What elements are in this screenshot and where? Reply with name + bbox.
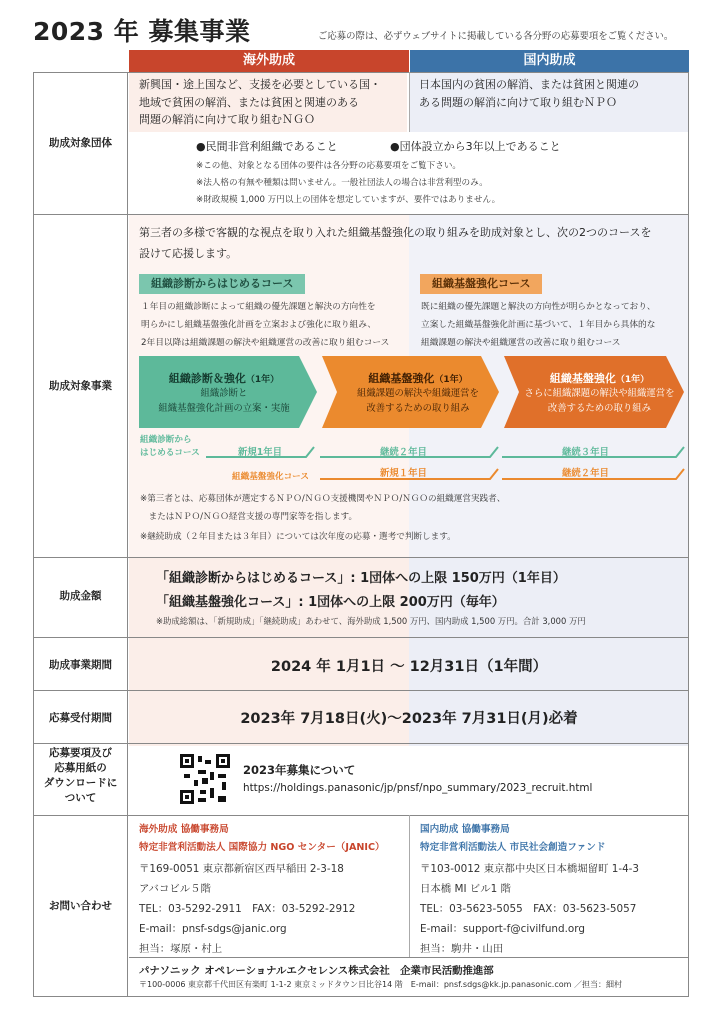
label-download: 応募要項及び 応募用紙の ダウンロードに ついて bbox=[43, 747, 118, 804]
page-title: 2023 年 募集事業 bbox=[33, 17, 251, 46]
overseas-office-details: 〒169-0051 東京都新宿区西早稲田 2-3-18 アバコビル５階 TEL：03-5292-2911 FAX：03-5292-2912 E-mail：pnsf-sdgs@janic.org 担当：塚原・村上 bbox=[139, 863, 356, 955]
label-contact: お問い合わせ bbox=[49, 900, 112, 912]
label-target: 助成対象団体 bbox=[49, 137, 112, 149]
label-project: 助成対象事業 bbox=[49, 380, 112, 392]
domestic-target-text: 日本国内の貧困の解消、または貧困と関連の ある問題の解消に向けて取り組むＮＰＯ bbox=[419, 78, 639, 109]
amount-line2: 「組織基盤強化コース」: 1団体への上限 200万円（毎年） bbox=[156, 595, 505, 610]
header-note: ご応募の際は、必ずウェブサイトに掲載している各分野の応募要項をご覧ください。 bbox=[318, 31, 674, 42]
download-title: 2023年募集について bbox=[243, 763, 356, 777]
domestic-office-details: 〒103-0012 東京都中央区日本橋堀留町 1-4-3 日本橋 MI ビル1 階 TEL：03-5623-5055 FAX：03-5623-5057 E-mail：support-f@civilfund.org 担当：駒井・山田 bbox=[420, 863, 640, 955]
label-column bbox=[33, 72, 128, 997]
application-value: 2023年 7月18日(火)〜2023年 7月31日(月)必着 bbox=[240, 711, 578, 727]
step2: 組織基盤強化（1年） 組織課題の解決や組織運営を 改善するための取り組み bbox=[357, 372, 479, 414]
track1-year1: 新規1年目 bbox=[238, 447, 283, 458]
track1-name: 組織診断から はじめるコース bbox=[140, 435, 200, 458]
track2-year1: 新規１年目 bbox=[380, 468, 427, 479]
track2-name: 組織基盤強化コース bbox=[232, 472, 309, 482]
step1: 組織診断＆強化（1年） 組織診断と 組織基盤強化計画の立案・実施 bbox=[158, 372, 290, 414]
label-amount: 助成金額 bbox=[59, 590, 102, 602]
course2-title: 組織基盤強化コース bbox=[420, 274, 542, 294]
course1-title: 組織診断からはじめるコース bbox=[139, 274, 305, 294]
course2-desc: 既に組織の優先課題と解決の方向性が明らかとなっており、 立案した組織基盤強化計画に基づいて、１年目から具体的な 組織課題の解決や組織運営の改善に取り組むコース bbox=[421, 302, 656, 348]
project-notes: ※第三者とは、応募団体が選定するＮＰＯ/ＮＧＯ支援機関やＮＰＯ/ＮＧＯの組織運営実践者、 またはＮＰＯ/ＮＧＯ経営支援の専門家等を指します。 ※継続助成（２年目または３年目）については次年度の応募・選考で判断します。 bbox=[140, 494, 506, 542]
domestic-office-title: 国内助成 協働事務局 特定非営利活動法人 市民社会創造ファンド bbox=[420, 824, 606, 853]
condition-established: ●団体設立から3年以上であること bbox=[390, 140, 561, 153]
qr-code[interactable] bbox=[180, 754, 230, 804]
project-intro: 第三者の多様で客観的な視点を取り入れた組織基盤強化の取り組みを助成対象とし、次の2つのコースを 設けて応援します。 bbox=[139, 226, 652, 260]
amount-line1: 「組織診断からはじめるコース」: 1団体への上限 150万円（1年目） bbox=[156, 571, 566, 586]
company-name: パナソニック オペレーショナルエクセレンス株式会社 企業市民活動推進部 bbox=[139, 965, 494, 977]
overseas-office-title: 海外助成 協働事務局 特定非営利活動法人 国際協力 NGO センター（JANIC） bbox=[139, 824, 385, 853]
track2-year2: 継続２年目 bbox=[562, 468, 609, 479]
download-url[interactable]: https://holdings.panasonic/jp/pnsf/npo_summary/2023_recruit.html bbox=[243, 782, 593, 794]
target-notes: ※この他、対象となる団体の要件は各分野の応募要項をご覧下さい。 ※法人格の有無や種類は問いません。一般社団法人の場合は非営利型のみ。 ※財政規模 1,000 万円以上の団体を想定していますが、要件ではありません。 bbox=[196, 161, 501, 205]
label-period: 助成事業期間 bbox=[49, 659, 112, 671]
track1-year3: 継続３年目 bbox=[562, 447, 609, 458]
label-application: 応募受付期間 bbox=[49, 712, 112, 724]
domestic-column-header: 国内助成 bbox=[410, 50, 689, 72]
amount-note: ※助成総額は、「新規助成」「継続助成」あわせて、海外助成 1,500 万円、国内助成 1,500 万円。合計 3,000 万円 bbox=[156, 616, 586, 626]
track1-year2: 継続２年目 bbox=[380, 447, 427, 458]
course1-desc: １年目の組織診断によって組織の優先課題と解決の方向性を 明らかにし組織基盤強化計画を立案および強化に取り組み、 2年目以降は組織課題の解決や組織運営の改善に取り組むコース bbox=[141, 302, 390, 348]
overseas-column-header: 海外助成 bbox=[129, 50, 409, 72]
step3: 組織基盤強化（1年） さらに組織課題の解決や組織運営を 改善するための取り組み bbox=[524, 372, 675, 414]
company-address: 〒100-0006 東京都千代田区有楽町 1-1-2 東京ミッドタウン日比谷14 階 E-mail：pnsf.sdgs@kk.jp.panasonic.com ／担当：細村 bbox=[139, 980, 622, 989]
condition-nonprofit: ●民間非営利組織であること bbox=[196, 140, 338, 153]
period-value: 2024 年 1月1日 〜 12月31日（1年間） bbox=[270, 659, 548, 675]
overseas-target-text: 新興国・途上国など、支援を必要としている国・ 地域で貧困の解消、または貧困と関連のある 問題の解消に向けて取り組むＮＧＯ bbox=[139, 78, 381, 126]
